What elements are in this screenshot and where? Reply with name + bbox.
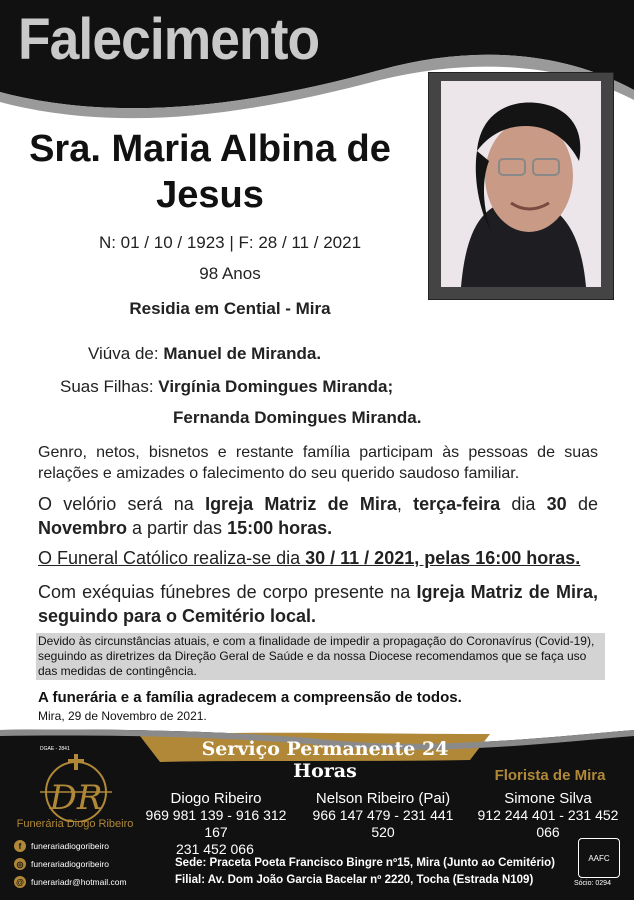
- contact-person-simone: Simone Silva 912 244 401 - 231 452 066: [477, 790, 619, 840]
- thanks: A funerária e a família agradecem a compreensão de todos.: [38, 689, 462, 706]
- portrait-photo: [441, 81, 601, 287]
- aafc-badge-icon: AAFC: [578, 838, 620, 878]
- contact-instagram[interactable]: ◎ funerariadiogoribeiro: [14, 858, 109, 870]
- deceased-name-line1: Sra. Maria Albina de: [29, 128, 391, 170]
- wake-info: O velório será na Igreja Matriz de Mira, terça-feira dia 30 de Novembro a partir das 15:00 horas.: [38, 494, 598, 538]
- age: 98 Anos: [199, 264, 261, 283]
- logo-letters: DR: [49, 778, 103, 818]
- instagram-icon: ◎: [14, 858, 26, 870]
- page-title: Falecimento: [18, 7, 320, 72]
- email-icon: @: [14, 876, 26, 888]
- exequies-info: Com exéquias fúnebres de corpo presente na Igreja Matriz de Mira, seguindo para o Cemitério local.: [38, 582, 598, 626]
- contact-person-nelson: Nelson Ribeiro (Pai) 966 147 479 - 231 441 520: [312, 790, 454, 840]
- service-banner: Serviço Permanente 24 Horas: [201, 738, 449, 782]
- contact-email[interactable]: @ funerariadr@hotmail.com: [14, 876, 127, 888]
- widow-name: Manuel de Miranda.: [163, 344, 322, 363]
- widow-row: [88, 344, 321, 364]
- facebook-icon: f: [14, 840, 26, 852]
- florista-brand: Florista de Mira: [494, 767, 606, 784]
- daughter-2: Fernanda Domingues Miranda.: [173, 408, 422, 427]
- portrait-frame: [428, 72, 614, 300]
- daughters-label: Suas Filhas:: [60, 377, 154, 396]
- residence: Residia em Cential - Mira: [129, 299, 331, 318]
- contact-facebook[interactable]: f funerariadiogoribeiro: [14, 840, 109, 852]
- logo-name: Funerária Diogo Ribeiro: [16, 818, 134, 830]
- address-sede: Sede: Praceta Poeta Francisco Bingre nº15, Mira (Junto ao Cemitério): [175, 857, 555, 869]
- daughters-row: [60, 377, 393, 397]
- address-filial: Filial: Av. Dom João Garcia Bacelar nº 2220, Tocha (Estrada N109): [175, 874, 534, 886]
- family-message: Genro, netos, bisnetos e restante família participam às pessoas de suas relações e amizades o falecimento do seu querido saudoso familiar.: [38, 444, 598, 482]
- deceased-name-line2: Jesus: [156, 174, 264, 216]
- birth-death-dates: N: 01 / 10 / 1923 | F: 28 / 11 / 2021: [98, 233, 362, 252]
- daughter-1: Virgínia Domingues Miranda;: [158, 377, 394, 396]
- dgae-code: DGAE - 2841: [40, 746, 70, 752]
- contact-person-diogo: Diogo Ribeiro 969 981 139 - 916 312 167 231 452 066: [145, 790, 287, 857]
- funeral-info: O Funeral Católico realiza-se dia 30 / 11 / 2021, pelas 16:00 horas.: [38, 548, 581, 568]
- covid-notice: Devido às circunstâncias atuais, e com a finalidade de impedir a propagação do Coronavírus (Covid-19), seguindo as diretrizes da Direção Geral de Saúde e da nossa Diocese recomendamos que se faça uso das medidas de contingência.: [36, 633, 605, 680]
- place-date: Mira, 29 de Novembro de 2021.: [38, 709, 207, 723]
- widow-label: Viúva de:: [88, 344, 159, 363]
- socio-number: Sócio: 0294: [574, 880, 611, 887]
